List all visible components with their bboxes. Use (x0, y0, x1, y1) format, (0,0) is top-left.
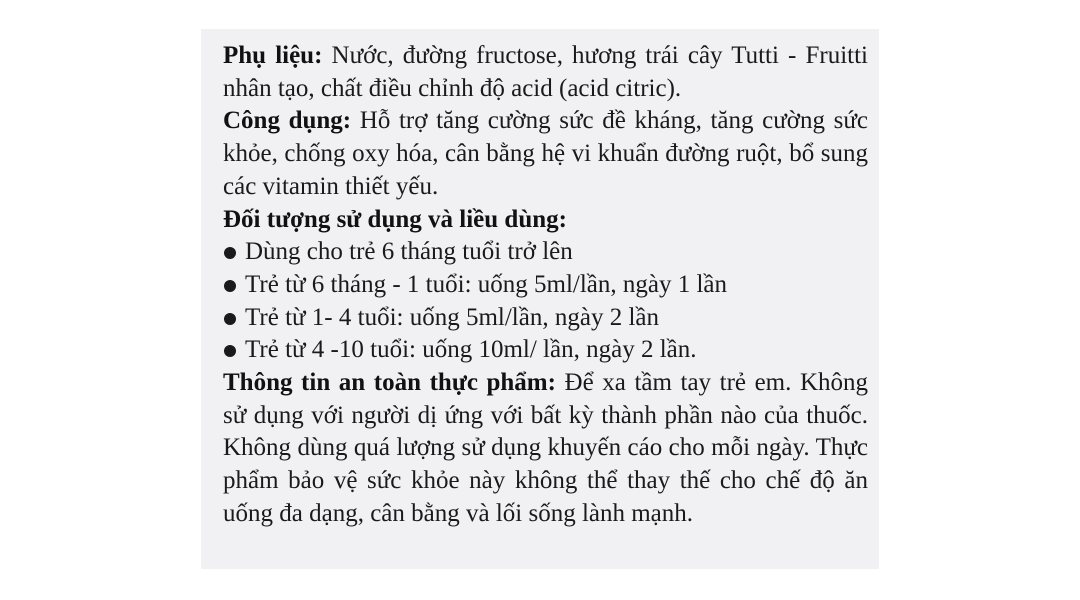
safety-text: Để xa tầm tay trẻ em. Không sử dụng với người dị ứng với bất kỳ thành phần nào của thuốc. Không dùng quá lượng sử dụng khuyến cáo cho mỗi ngày. Thực phẩm bảo vệ sức khỏe này không thể thay thế cho chế độ ăn uống đa dạng, cân bằng và lối sống lành mạnh. (223, 369, 868, 527)
ingredients-paragraph (223, 40, 868, 105)
uses-paragraph (223, 105, 868, 203)
bullet-icon (224, 280, 236, 292)
bullet-icon (224, 247, 236, 259)
label-text-block (223, 40, 868, 531)
safety-heading: Thông tin an toàn thực phẩm: (223, 369, 556, 397)
dosage-list-item (223, 269, 868, 302)
dosage-list-item (223, 302, 868, 335)
safety-paragraph (223, 367, 868, 531)
uses-heading: Công dụng: (223, 107, 352, 135)
dosage-list (223, 236, 868, 367)
bullet-icon (224, 313, 236, 325)
dosage-heading: Đối tượng sử dụng và liều dùng: (223, 205, 567, 233)
product-label-panel (201, 29, 879, 569)
uses-text: Hỗ trợ tăng cường sức đề kháng, tăng cường sức khỏe, chống oxy hóa, cân bằng hệ vi khuẩn đường ruột, bổ sung các vitamin thiết yếu. (223, 107, 869, 200)
bullet-icon (224, 345, 236, 357)
dosage-item-text: Dùng cho trẻ 6 tháng tuổi trở lên (245, 238, 573, 266)
dosage-list-item (223, 334, 868, 367)
ingredients-text: Nước, đường fructose, hương trái cây Tutti - Fruitti nhân tạo, chất điều chỉnh độ acid (acid citric). (223, 42, 868, 102)
dosage-heading-paragraph (223, 204, 868, 237)
dosage-item-text: Trẻ từ 4 -10 tuổi: uống 10ml/ lần, ngày 2 lần. (245, 336, 697, 364)
ingredients-heading: Phụ liệu: (223, 42, 323, 69)
dosage-list-item (223, 236, 868, 269)
dosage-item-text: Trẻ từ 1- 4 tuổi: uống 5ml/lần, ngày 2 lần (245, 303, 659, 331)
dosage-item-text: Trẻ từ 6 tháng - 1 tuổi: uống 5ml/lần, ngày 1 lần (245, 270, 728, 298)
